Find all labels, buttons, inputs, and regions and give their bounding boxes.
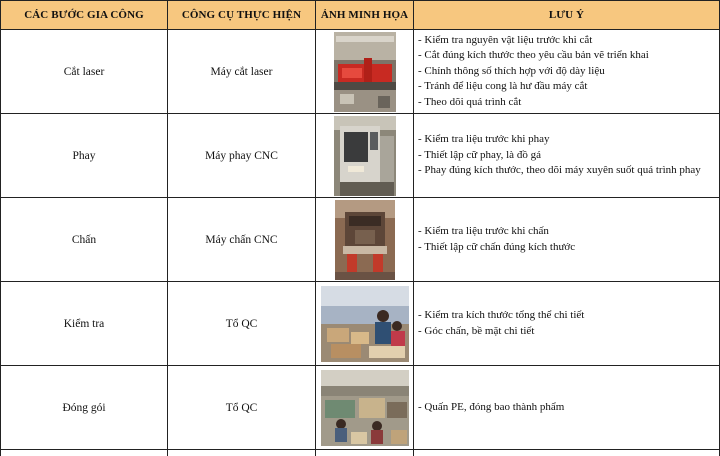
notes-list xyxy=(418,400,719,416)
notes-list xyxy=(418,308,719,339)
tool-cell: Máy phay CNC xyxy=(168,114,316,198)
note-item: - Chỉnh thông số thích hợp với độ dày liệu xyxy=(418,64,719,80)
notes-list xyxy=(418,224,719,255)
note-item: - Thiết lập cữ phay, là đồ gá xyxy=(418,148,719,164)
table-row xyxy=(1,30,720,114)
step-cell: Đóng gói xyxy=(1,366,168,450)
header-steps: CÁC BƯỚC GIA CÔNG xyxy=(1,1,168,30)
header-photo: ẢNH MINH HỌA xyxy=(316,1,414,30)
note-item: - Kiểm tra liệu trước khi chấn xyxy=(418,224,719,240)
tool-cell: Máy chấn CNC xyxy=(168,198,316,282)
qc-inspection-photo xyxy=(321,286,409,362)
table-row xyxy=(1,114,720,198)
step-cell: Phay xyxy=(1,114,168,198)
note-item: - Phay đúng kích thước, theo dõi máy xuyên suốt quá trình phay xyxy=(418,163,719,179)
note-item: - Thiết lập cữ chấn đúng kích thước xyxy=(418,240,719,256)
note-item: - Kiểm tra liệu trước khi phay xyxy=(418,132,719,148)
header-tools: CÔNG CỤ THỰC HIỆN xyxy=(168,1,316,30)
cnc-milling-machine-photo xyxy=(334,116,396,196)
table-row-partial xyxy=(1,450,720,456)
packing-workshop-photo xyxy=(321,370,409,446)
note-item: - Theo dõi quá trình cắt xyxy=(418,95,719,111)
header-notes: LƯU Ý xyxy=(414,1,720,30)
notes-list xyxy=(418,33,719,111)
header-row xyxy=(1,1,720,30)
table-row xyxy=(1,198,720,282)
note-item: - Kiểm tra kích thước tổng thể chi tiết xyxy=(418,308,719,324)
tool-cell: Tổ QC xyxy=(168,282,316,366)
tool-cell: Máy cắt laser xyxy=(168,30,316,114)
note-item: - Kiểm tra nguyên vật liệu trước khi cắt xyxy=(418,33,719,49)
step-cell: Kiểm tra xyxy=(1,282,168,366)
table-row xyxy=(1,282,720,366)
note-item: - Cắt đúng kích thước theo yêu cầu bản vẽ triển khai xyxy=(418,48,719,64)
notes-list xyxy=(418,132,719,179)
laser-cutting-machine-photo xyxy=(334,32,396,112)
step-cell: Chấn xyxy=(1,198,168,282)
step-cell: Cắt laser xyxy=(1,30,168,114)
tool-cell: Tổ QC xyxy=(168,366,316,450)
note-item: - Góc chấn, bề mặt chi tiết xyxy=(418,324,719,340)
note-item: - Tránh để liệu cong là hư đầu máy cắt xyxy=(418,79,719,95)
table-row xyxy=(1,366,720,450)
note-item: - Quấn PE, đóng bao thành phẩm xyxy=(418,400,719,416)
cnc-bending-machine-photo xyxy=(335,200,395,280)
